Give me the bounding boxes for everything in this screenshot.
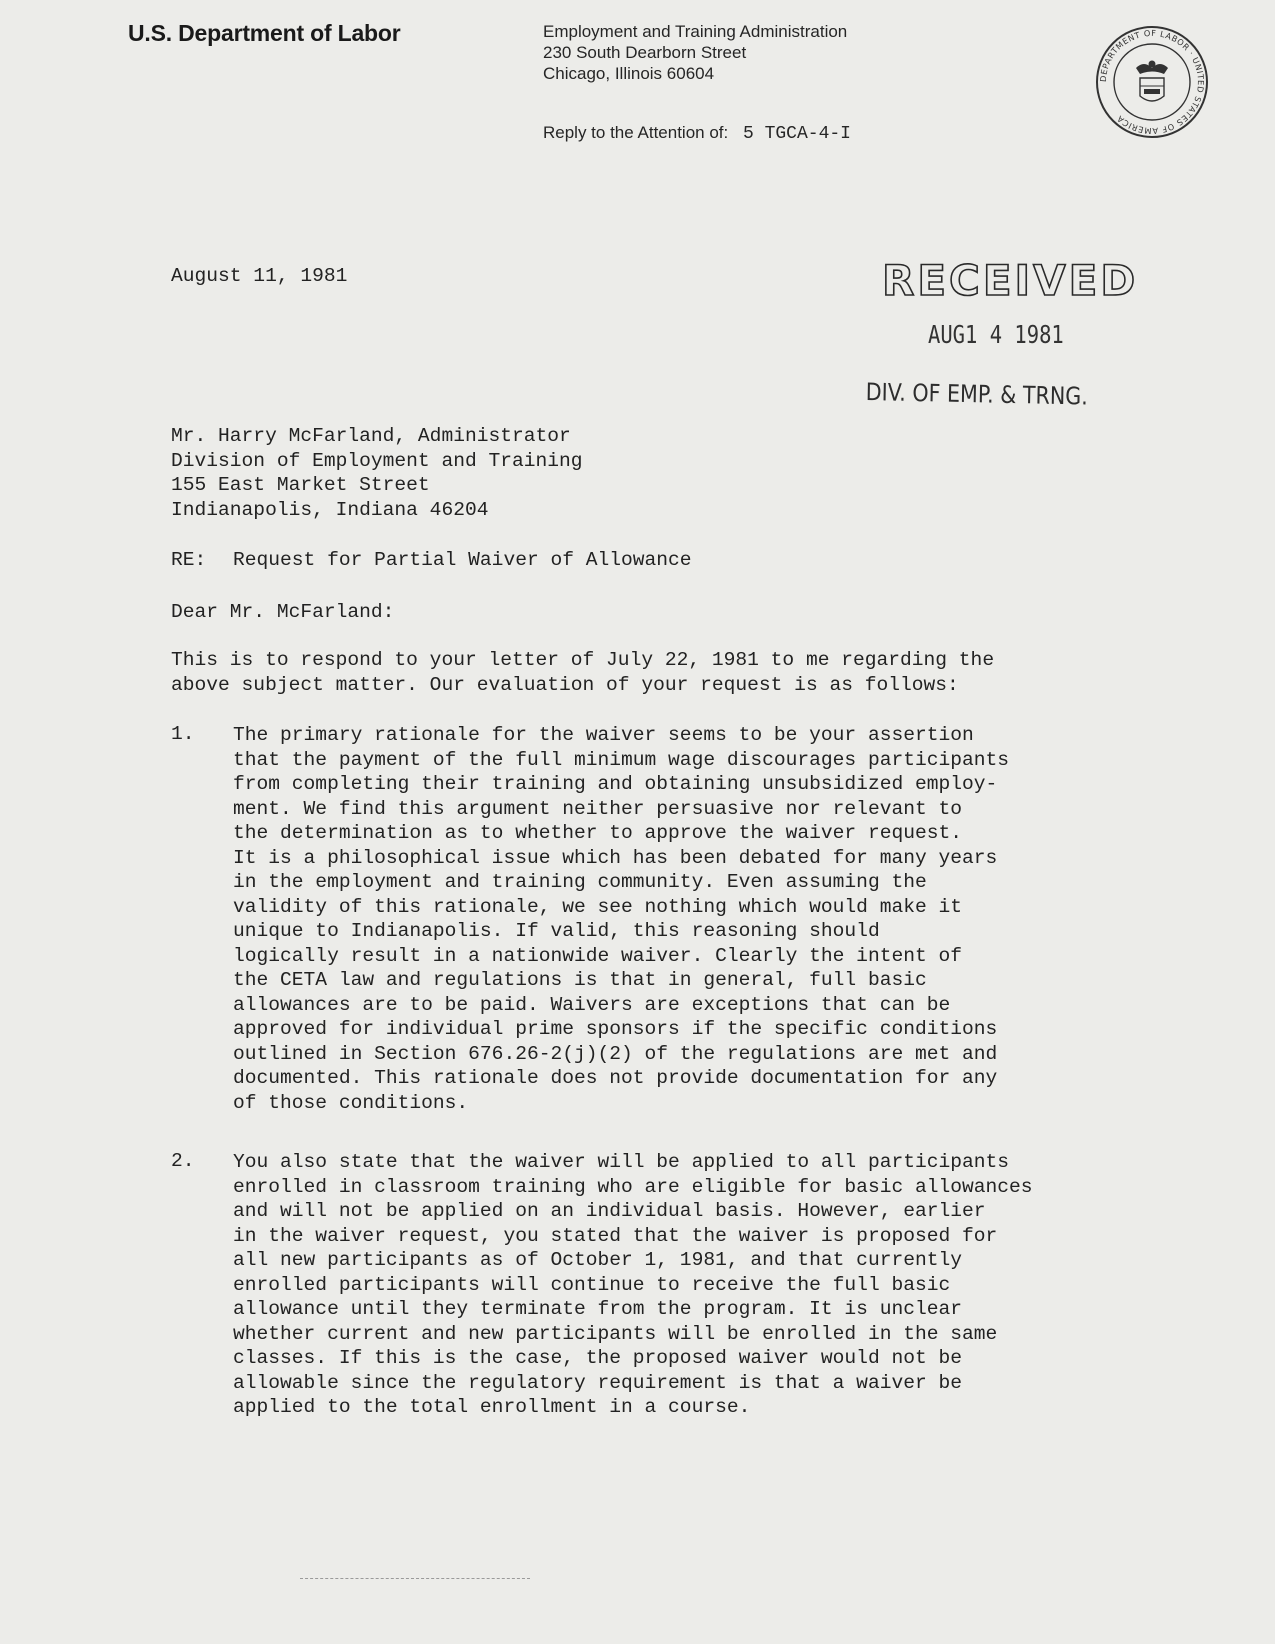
item-line: outlined in Section 676.26-2(j)(2) of the regulations are met and bbox=[233, 1042, 998, 1065]
item-line: that the payment of the full minimum wage discourages participants bbox=[233, 748, 1010, 771]
item-body bbox=[233, 723, 1009, 1115]
re-label: RE: bbox=[171, 549, 207, 571]
item-line: approved for individual prime sponsors if the specific conditions bbox=[233, 1018, 998, 1040]
item-line: in the waiver request, you stated that the waiver is proposed for bbox=[233, 1224, 998, 1247]
recipient-line: Division of Employment and Training bbox=[171, 449, 583, 472]
agency-name: U.S. Department of Labor bbox=[128, 20, 401, 46]
faint-divider bbox=[300, 1578, 530, 1579]
item-line: allowances are to be paid. Waivers are exceptions that can be bbox=[233, 993, 951, 1016]
department-seal-icon bbox=[1094, 24, 1210, 140]
item-body bbox=[233, 1150, 1033, 1420]
item-number: 1. bbox=[171, 723, 195, 745]
item-line: and will not be applied on an individual basis. However, earlier bbox=[233, 1200, 986, 1222]
item-line: the determination as to whether to approve the waiver request. bbox=[233, 822, 963, 844]
item-line: unique to Indianapolis. If valid, this reasoning should bbox=[233, 920, 880, 942]
recipient-line: Mr. Harry McFarland, Administrator bbox=[171, 425, 571, 447]
item-line: It is a philosophical issue which has been debated for many years bbox=[233, 846, 998, 869]
office-line: Employment and Training Administration bbox=[543, 22, 848, 41]
item-line: classes. If this is the case, the proposed waiver would not be bbox=[233, 1347, 963, 1369]
item-line: allowance until they terminate from the program. It is unclear bbox=[233, 1298, 963, 1320]
item-line: You also state that the waiver will be applied to all participants bbox=[233, 1151, 1010, 1173]
reply-attention bbox=[543, 123, 851, 144]
intro-paragraph bbox=[171, 648, 994, 697]
seal-text: DEPARTMENT OF LABOR · UNITED STATES OF AMERICA bbox=[1097, 27, 1207, 137]
item-line: the CETA law and regulations is that in general, full basic bbox=[233, 969, 927, 991]
item-line: of those conditions. bbox=[233, 1091, 469, 1114]
item-line: whether current and new participants will be enrolled in the same bbox=[233, 1322, 998, 1345]
received-stamp-division: DIV. OF EMP. & TRNG. bbox=[865, 378, 1089, 411]
item-line: all new participants as of October 1, 1981, and that currently bbox=[233, 1249, 963, 1271]
salutation: Dear Mr. McFarland: bbox=[171, 601, 395, 623]
office-line: 230 South Dearborn Street bbox=[543, 43, 747, 62]
item-line: enrolled in classroom training who are eligible for basic allowances bbox=[233, 1175, 1033, 1198]
office-address bbox=[543, 21, 847, 84]
item-line: ment. We find this argument neither persuasive nor relevant to bbox=[233, 797, 963, 820]
item-line: validity of this rationale, we see nothing which would make it bbox=[233, 895, 963, 918]
reply-label: Reply to the Attention of: bbox=[543, 123, 729, 142]
received-stamp-date: AUG1 4 1981 bbox=[928, 320, 1064, 349]
re-text: Request for Partial Waiver of Allowance bbox=[233, 549, 692, 571]
item-line: enrolled participants will continue to receive the full basic bbox=[233, 1273, 951, 1296]
intro-line: This is to respond to your letter of July 22, 1981 to me regarding the bbox=[171, 649, 995, 671]
recipient-line: 155 East Market Street bbox=[171, 474, 430, 496]
received-stamp: RECEIVED bbox=[882, 256, 1139, 305]
item-line: documented. This rationale does not provide documentation for any bbox=[233, 1067, 998, 1089]
subject-line bbox=[171, 549, 692, 571]
letter-date: August 11, 1981 bbox=[171, 265, 348, 287]
recipient-line: Indianapolis, Indiana 46204 bbox=[171, 498, 489, 521]
reply-code: 5 TGCA-4-I bbox=[742, 124, 851, 144]
item-line: The primary rationale for the waiver seems to be your assertion bbox=[233, 724, 974, 746]
item-line: allowable since the regulatory requirement is that a waiver be bbox=[233, 1371, 963, 1394]
item-line: in the employment and training community. Even assuming the bbox=[233, 871, 927, 893]
item-line: from completing their training and obtaining unsubsidized employ- bbox=[233, 773, 998, 795]
office-line: Chicago, Illinois 60604 bbox=[543, 64, 715, 83]
recipient-address bbox=[171, 424, 583, 522]
item-line: logically result in a nationwide waiver. Clearly the intent of bbox=[233, 944, 963, 967]
item-number: 2. bbox=[171, 1150, 195, 1172]
item-line: applied to the total enrollment in a course. bbox=[233, 1396, 751, 1418]
intro-line: above subject matter. Our evaluation of your request is as follows: bbox=[171, 673, 959, 696]
